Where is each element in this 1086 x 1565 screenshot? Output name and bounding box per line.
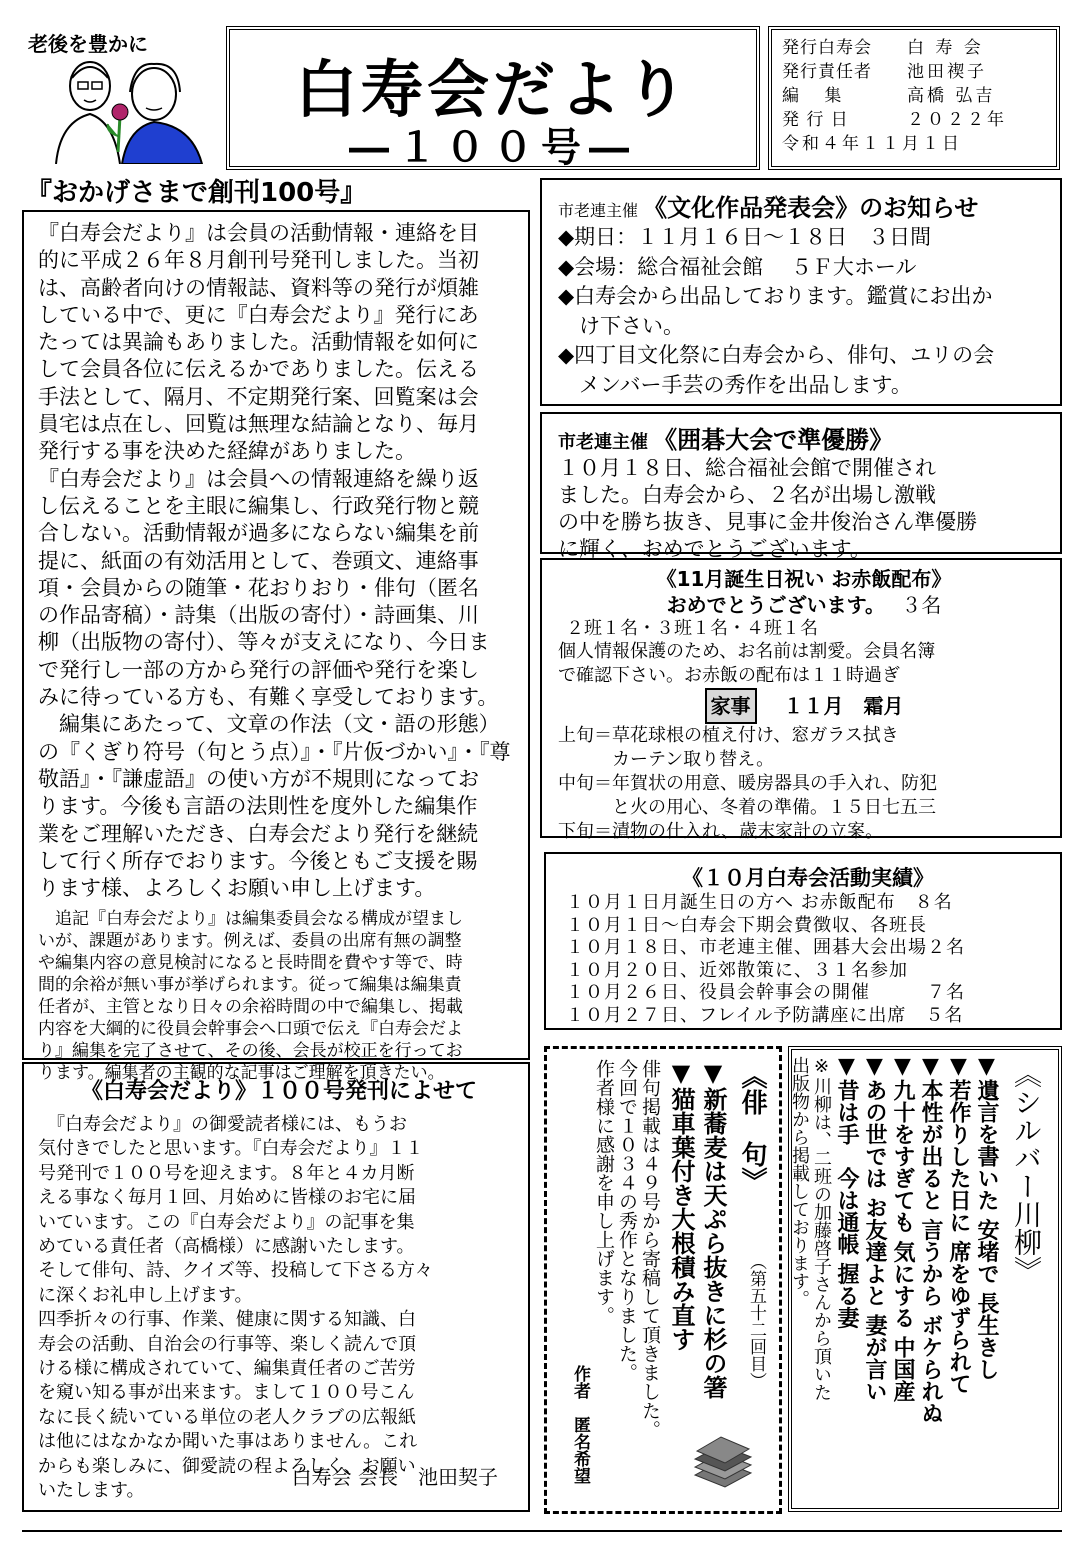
postscript-line: 間的余裕が無い事が挙げられます。従って編集は編集責 [38, 975, 462, 996]
greeting-line: 『白寿会だより』の御愛読者様には、もうお [38, 1114, 407, 1135]
senryu-note: 出版物から掲載しております。 [789, 1056, 810, 1308]
greeting-article [22, 1062, 530, 1512]
birthday-title: 《11月誕生日祝い お赤飯配布》 [656, 567, 952, 591]
greeting-line: 寿会の活動、自治会の行事等、楽しく読んで頂 [38, 1333, 416, 1355]
senryu-notes [788, 1056, 832, 1401]
activity-item: １０月２７日、フレイル予防講座に出席 ５名 [566, 1004, 964, 1026]
haiku-poems [665, 1059, 729, 1399]
birthday-line: 個人情報保護のため、お名前は割愛。会員名簿 [558, 641, 936, 662]
culture-line: ◆四丁目文化祭に白寿会から、俳句、ユリの会 [558, 343, 995, 367]
lead-line: 提に、紙面の有効活用として、巻頭文、連絡事 [38, 548, 479, 573]
greeting-line: は他にはなかなか聞いた事はありません。これ [38, 1431, 418, 1453]
culture-title: 《文化作品発表会》のお知らせ [643, 194, 979, 222]
birthday-congrats-line [558, 592, 1050, 618]
haiku-note: 今回で１０３４の秀作となりました。 [616, 1059, 638, 1382]
lead-line: 『白寿会だより』は会員の活動情報・連絡を目 [38, 221, 479, 245]
greeting-line: に深くお礼申し上げます。 [38, 1284, 253, 1306]
housework-heading [558, 688, 1050, 724]
haiku-title: 《俳 句》 [737, 1063, 767, 1193]
go-line: に輝く、おめでとうございます。 [558, 537, 871, 561]
lead-article [22, 210, 530, 1084]
senryu-title: 《シルバー川柳》 [1010, 1060, 1043, 1284]
footer-divider [22, 1530, 1062, 1532]
lead-line: みに待っている方も、有難く享受しております。 [38, 685, 499, 710]
birthday-count: ３名 [901, 593, 942, 617]
birthday-congrats: おめでとうございます。 [666, 593, 876, 617]
lead-line: 編集にあたって、文章の作法（文・語の形態） [38, 712, 500, 737]
haiku-poem: ▼猫車葉付き大根積み直す [667, 1059, 695, 1351]
greeting-line: を窺い知る事が出来ます。まして１００号こん [38, 1382, 415, 1404]
lead-line: の『くぎり符号（句とう点）』・『片仮づかい』・『尊 [38, 739, 511, 764]
haiku-note: 作者様に感謝を申し上げます。 [593, 1059, 615, 1325]
go-prefix: 市老連主催 [558, 432, 648, 453]
housework-list [558, 724, 1050, 844]
lead-line: して会員各位に伝えるかでありました。伝える [38, 357, 479, 382]
greeting-line: めている責任者（高橋様）に感謝いたします。 [38, 1236, 415, 1258]
lead-line: している中で、更に『白寿会だより』発行にあ [38, 302, 479, 327]
greeting-line: からも楽しみに、御愛読の程よろしく、お願い [38, 1455, 416, 1477]
housework-label: 家事 [705, 688, 757, 724]
greeting-line: 四季折々の行事、作業、健康に関する知識、白 [38, 1309, 416, 1331]
lead-line: 発行する事を決めた経緯がありました。 [38, 439, 416, 464]
info-publisher: 発行白寿会 白 寿 会 [782, 38, 984, 58]
info-editor: 編 集 高橋 弘吉 [782, 86, 996, 106]
greeting-line: なに長く続いている単位の老人クラブの広報紙 [38, 1406, 416, 1428]
lead-line: 柳（出版物の寄付）、等々が支えになり、今日ま [38, 630, 490, 655]
info-issue-date: 発 行 日 ２０２２年 [782, 110, 1007, 130]
postscript-line: いが、課題があります。例えば、委員の出席有無の調整 [38, 931, 462, 952]
postscript-line: ります。編集者の主観的な記事はご理解を頂きたい。 [38, 1063, 445, 1084]
info-reiwa-date: 令和４年１１月１日 [782, 134, 962, 154]
housework-item: 上旬＝草花球根の植え付け、窓ガラス拭き [558, 725, 899, 746]
books-icon [687, 1431, 757, 1491]
culture-line: ◆期日：１１月１６日～１８日 ３日間 [558, 225, 932, 249]
haiku-note: 俳句掲載は４９号から寄稿して頂きました。 [639, 1059, 661, 1439]
birthday-line: で確認下さい。お赤飯の配布は１１時過ぎ [558, 665, 900, 686]
greeting-line: そして俳句、詩、クイズ等、投稿して下さる方々 [38, 1260, 433, 1282]
housework-month: １１月 霜月 [783, 694, 904, 718]
greeting-signature: 白寿会 会長 池田契子 [291, 1465, 498, 1489]
postscript-line: や編集内容の意見検討になると長時間を費やす等で、時 [38, 953, 463, 974]
go-line: ました。白寿会から、２名が出場し激戦 [558, 483, 936, 507]
activity-item: １０月１８日、市老連主催、囲碁大会出場２名 [566, 937, 965, 958]
haiku-subtitle: （第五十二回目） [746, 1253, 766, 1389]
culture-line: ◆会場：総合福祉会館 ５Ｆ大ホール [558, 254, 917, 279]
senryu-note: ※川柳は、二班の加藤啓子さんから頂いた [811, 1056, 832, 1401]
greeting-title: 《白寿会だより》１００号発刊によせて [80, 1079, 477, 1104]
activity-item: １０月１日～白寿会下期会費徴収、各班長 [566, 914, 927, 936]
greeting-line: 気付きでしたと思います。『白寿会だより』１１ [38, 1138, 424, 1160]
postscript-line: 任者が、主管となり日々の余裕時間の中で編集し、掲載 [38, 997, 463, 1018]
greeting-line: ける様に構成されていて、編集責任者のご苦労 [38, 1358, 416, 1380]
senryu-poem: ▼あの世では お友達よと 妻が言い [862, 1054, 887, 1403]
culture-line: ◆白寿会から出品しております。鑑賞にお出か [558, 284, 993, 308]
go-heading [558, 420, 1050, 455]
lead-line: し伝えることを主眼に編集し、行政発行物と競 [38, 493, 479, 518]
issue-number: ―１００号― [349, 124, 637, 171]
greeting-line: いています。この『白寿会だより』の記事を集 [38, 1211, 415, 1233]
lead-line: 手法として、隔月、不定期発行案、回覧案は会 [38, 384, 479, 409]
housework-item: 中旬＝年賀状の用意、暖房器具の手入れ、防犯 [558, 773, 938, 794]
birthday-notice [540, 558, 1062, 842]
greeting-line: 号発刊で１００号を迎えます。８年と４カ月断 [38, 1162, 415, 1184]
activity-item: １０月１日月誕生日の方へ お赤飯配布 ８名 [566, 892, 953, 913]
senryu-poems [832, 1054, 1000, 1424]
publication-info [768, 26, 1060, 170]
senryu-poem: ▼昔は手 今は通帳 握る妻 [834, 1054, 859, 1329]
go-line: の中を勝ち抜き、見事に金井俊治さん準優勝 [558, 510, 978, 534]
housework-item: と火の用心、冬着の準備。１５日七五三 [558, 797, 936, 818]
housework-item: 下旬＝漬物の仕入れ、歳末家計の立案。 [558, 821, 884, 842]
lead-line: 合しない。活動情報が過多にならない編集を前 [38, 521, 479, 546]
postscript-line: 追記『白寿会だより』は編集委員会なる構成が望まし [38, 909, 463, 930]
haiku-section [544, 1046, 782, 1514]
activities-list [566, 892, 1050, 1027]
activity-item: １０月２６日、役員会幹事会の開催 ７名 [566, 982, 965, 1003]
senryu-poem: ▼九十をすぎても 気にする 中国産 [890, 1054, 915, 1403]
lead-line: 員宅は点在し、回覧は無理な結論となり、毎月 [38, 412, 479, 437]
lead-article-title: 『おかげさまで創刊100号』 [26, 178, 367, 208]
lead-article-body [38, 220, 520, 902]
birthday-body [558, 640, 1050, 688]
lead-line: ります様、よろしくお願い申し上げます。 [38, 876, 436, 901]
lead-postscript [38, 908, 520, 1084]
info-responsible: 発行責任者 池田禊子 [782, 62, 987, 82]
postscript-line: り』編集を完了させて、その後、会長が校正を行ってお [38, 1041, 463, 1062]
lead-line: 『白寿会だより』は会員への情報連絡を繰り返 [38, 466, 479, 491]
lead-line: して行く所存でおります。今後ともご支援を賜 [38, 848, 478, 873]
lead-line: 敬語』・『謙虚語』の使い方が不規則になってお [38, 766, 479, 791]
greeting-line: いたします。 [38, 1480, 145, 1502]
title-box [226, 26, 760, 170]
go-tournament-notice [540, 412, 1062, 561]
greeting-line: える事なく毎月１回、月始めに皆様のお宅に届 [38, 1187, 416, 1209]
senryu-section [788, 1046, 1062, 1512]
lead-line: 項・会員からの随筆・花おりおり・俳句（匿名 [38, 575, 479, 600]
newsletter-title: 白寿会だより [294, 53, 691, 126]
elderly-couple-illustration [42, 52, 210, 164]
go-title: 《囲碁大会で準優勝》 [653, 426, 894, 454]
activity-item: １０月２０日、近郊散策に、３１名参加 [566, 959, 908, 981]
lead-line: で発行し一部の方から発行の評価や発行を楽し [38, 657, 479, 682]
go-body [558, 455, 1050, 563]
haiku-poem: ▼新蕎麦は天ぷら抜きに杉の箸 [699, 1059, 727, 1399]
haiku-notes [592, 1059, 661, 1439]
culture-line: け下さい。 [558, 313, 684, 338]
activities-title: 《１０月白寿会活動実績》 [682, 866, 934, 890]
culture-body [558, 223, 1050, 400]
activities-report [544, 852, 1062, 1030]
culture-heading [558, 188, 1050, 223]
culture-line: メンバー手芸の秀作を出品します。 [558, 372, 912, 397]
housework-item: カーテン取り替え。 [558, 749, 775, 770]
lead-line: 業をご理解いただき、白寿会だより発行を継続 [38, 821, 479, 846]
lead-line: 的に平成２６年８月創刊号発刊しました。当初 [38, 248, 479, 273]
senryu-poem: ▼遺言を書いた 安堵で 長生きし [974, 1054, 999, 1381]
culture-exhibition-notice [540, 178, 1062, 406]
culture-prefix: 市老連主催 [558, 201, 639, 220]
birthday-groups: ２班１名・３班１名・４班１名 [566, 618, 818, 639]
haiku-author: 作者 匿名希望 [570, 1365, 590, 1484]
senryu-poem: ▼本性が出ると 言うから ボケられぬ [918, 1054, 943, 1425]
lead-line: は、高齢者向けの情報誌、資料等の発行が煩雑 [38, 275, 479, 300]
lead-line: ります。今後も言語の法則性を度外した編集作 [38, 794, 478, 819]
senryu-poem: ▼若作りした日に 席をゆずられて [946, 1054, 971, 1395]
go-line: １０月１８日、総合福祉会館で開催され [558, 456, 936, 480]
lead-line: たっては異論もありました。活動情報を如何に [38, 330, 479, 355]
masthead-slogan: 老後を豊かに [28, 32, 148, 56]
greeting-body [38, 1113, 520, 1504]
lead-line: の作品寄稿）・詩集（出版の寄付）・詩画集、川 [38, 603, 479, 628]
postscript-line: 内容を大綱的に役員会幹事会へ口頭で伝え『白寿会だよ [38, 1019, 463, 1040]
